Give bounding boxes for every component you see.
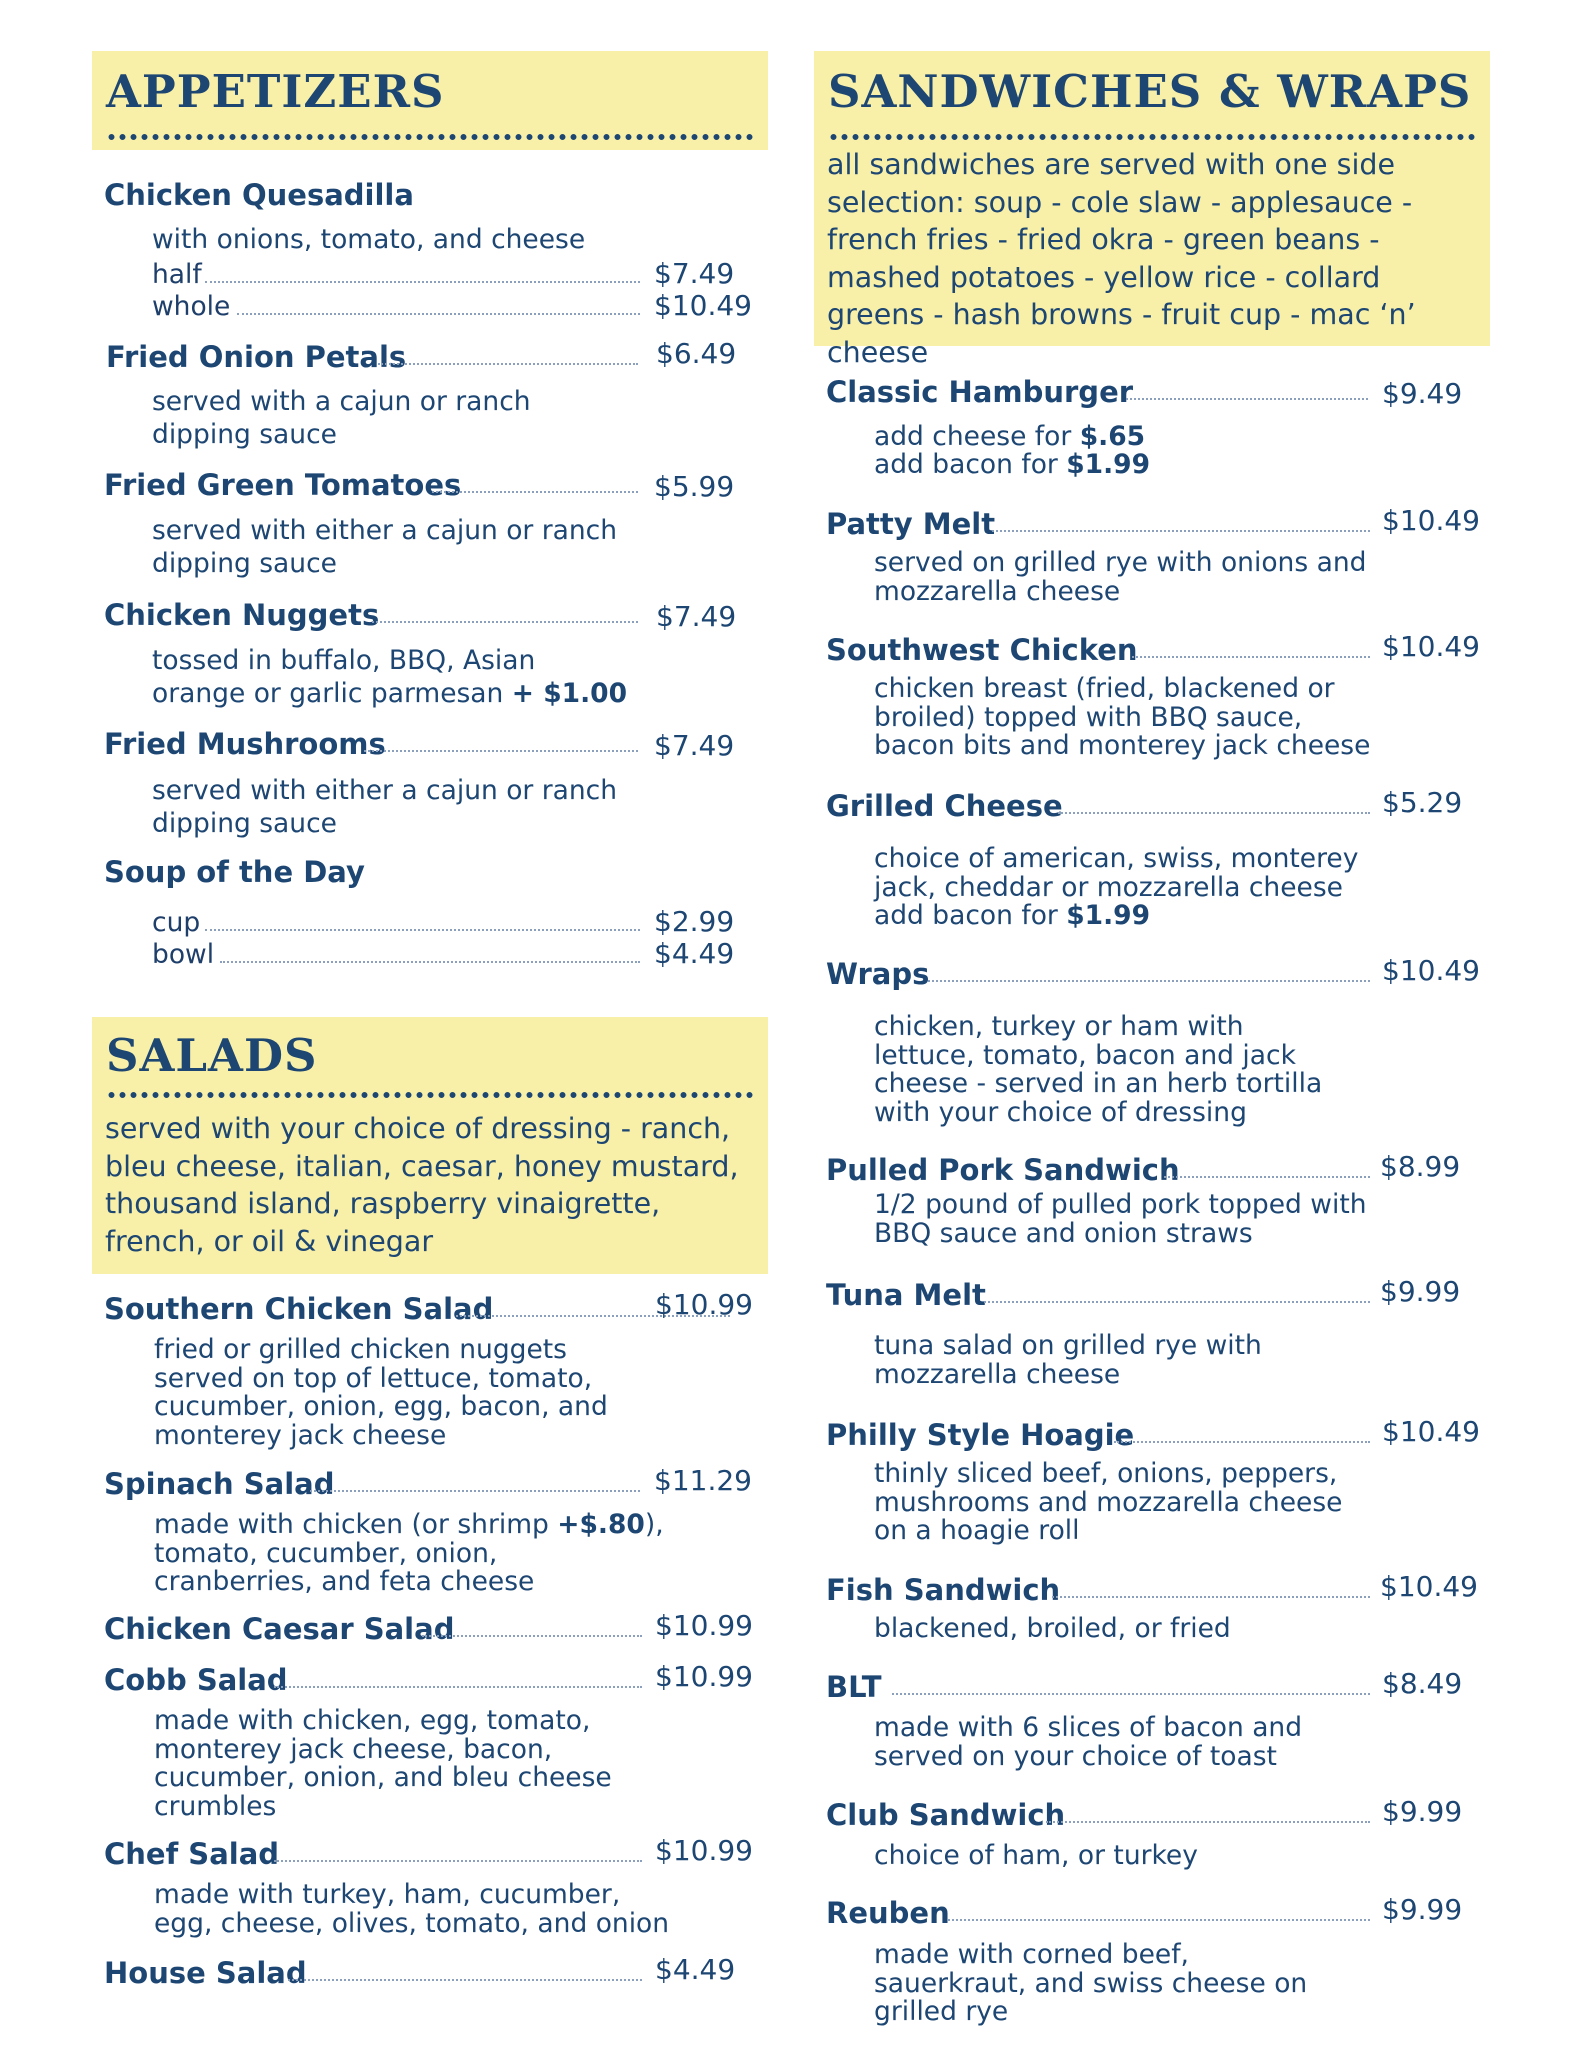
item-name: House Salad [104,1956,307,1990]
item-price: $10.99 [655,1609,753,1642]
item-description: thinly sliced beef, onions, peppers, mushrooms and mozzarella cheese on a hoagie roll [874,1458,1343,1546]
item-price: $10.49 [1382,504,1480,537]
item-name: Chicken Caesar Salad [104,1612,455,1646]
item-description: served with either a cajun or ranch dipping sauce [152,775,618,839]
size-label: cup [152,907,201,938]
addon-text: add bacon for [874,449,1067,480]
item-name: Chicken Nuggets [104,598,380,632]
item-price: $9.99 [1382,1893,1463,1926]
dotted-leader [984,1301,1370,1303]
item-price: $9.99 [1380,1275,1461,1308]
item-price: $10.49 [1382,954,1480,987]
dotted-leader [288,1979,642,1981]
item-price: $10.49 [1382,1415,1480,1448]
size-label: bowl [152,939,215,970]
item-name: Fried Mushrooms [104,727,386,761]
item-price: $7.49 [656,600,737,633]
item-description: made with corned beef, sauerkraut, and swiss cheese on grilled rye [874,1939,1308,2027]
dotted-leader [274,1686,642,1688]
description-text: tossed in buffalo, BBQ, Asian orange or garlic parmesan [152,645,536,709]
salads-title: SALADS [106,1029,318,1082]
item-price: $5.99 [654,470,735,503]
addon-line [874,423,1145,452]
salads-dressing-note: served with your choice of dressing - ranch, bleu cheese, italian, caesar, honey mustard, thousand island, raspberry vinaigrette, french, or oil & vinegar [105,1112,739,1258]
dotted-leader [1058,812,1370,814]
item-price: $4.49 [655,1953,736,1986]
item-price: $7.49 [654,257,735,290]
item-name: Fish Sandwich [826,1573,1061,1607]
sandwiches-side-note: all sandwiches are served with one side selection: soup - cole slaw - applesauce - french fries - fried okra - green beans - mashed potatoes - yellow rice - collard greens - hash browns - fruit cup - mac ‘n’ cheese [827,148,1416,369]
item-price: $10.49 [1382,630,1480,663]
item-price: $9.49 [1382,377,1463,410]
item-description: blackened, broiled, or fried [874,1613,1231,1644]
description-text: ), tomato, cucumber, onion, cranberries, and feta cheese [154,1509,664,1597]
addon-line [874,451,1150,480]
dotted-leader [1114,1441,1370,1443]
item-name: Philly Style Hoagie [826,1418,1135,1452]
dotted-leader [928,980,1370,982]
item-name: Tuna Melt [826,1278,986,1312]
item-price: $10.49 [654,289,752,322]
item-description: fried or grilled chicken nuggets served on top of lettuce, tomato, cucumber, onion, egg, bacon, and monterey jack cheese [154,1334,608,1451]
item-description: served with either a cajun or ranch dipping sauce [152,515,618,579]
dotted-leader [432,491,638,493]
dotted-leader [1046,1821,1370,1823]
item-name: Classic Hamburger [826,375,1134,409]
item-description: choice of ham, or turkey [874,1840,1198,1871]
item-price: $10.99 [655,1660,753,1693]
item-name: Southern Chicken Salad [104,1292,494,1326]
item-name: Pulled Pork Sandwich [826,1153,1180,1187]
item-price: $10.99 [655,1288,753,1321]
item-price: $9.99 [1382,1795,1463,1828]
sandwiches-title: SANDWICHES & WRAPS [828,65,1472,118]
addon-line [874,902,1150,931]
header-dotted-rule [106,1091,754,1099]
item-description: made with chicken, egg, tomato, monterey jack cheese, bacon, cucumber, onion, and bleu cheese crumbles [154,1705,612,1822]
item-price: $8.99 [1380,1150,1461,1183]
item-name: Fried Green Tomatoes [104,468,462,502]
addon-price: $1.99 [1066,449,1151,480]
item-price: $11.29 [654,1464,752,1497]
addon-price: $1.99 [1066,900,1151,931]
item-price: $2.99 [654,905,735,938]
dotted-leader [310,1490,640,1492]
description-text: made with chicken (or shrimp [154,1509,558,1540]
dotted-leader [372,621,638,623]
item-description: tuna salad on grilled rye with mozzarella cheese [874,1330,1262,1390]
dotted-leader [364,750,638,752]
dotted-leader [992,530,1370,532]
dotted-leader [1126,398,1368,400]
item-name: Chicken Quesadilla [104,178,414,212]
dotted-leader [948,1919,1370,1921]
item-name: Grilled Cheese [826,789,1063,823]
addon-text: add bacon for [874,900,1067,931]
item-price: $10.49 [1380,1570,1478,1603]
item-description: served on grilled rye with onions and mozzarella cheese [874,547,1367,607]
item-price: $6.49 [656,337,737,370]
dotted-leader [1132,656,1370,658]
size-label: whole [152,291,231,322]
salads-header [92,1017,768,1274]
item-price: $5.29 [1382,786,1463,819]
dotted-leader [892,1693,1370,1695]
dotted-leader [378,363,638,365]
dotted-leader [1052,1596,1370,1598]
dotted-leader [220,961,640,963]
appetizers-header [92,51,768,150]
item-description: made with turkey, ham, cucumber, egg, cheese, olives, tomato, and onion [154,1879,670,1939]
item-name: Reuben [826,1896,950,1930]
item-name: BLT [826,1670,882,1704]
item-name: Southwest Chicken [826,633,1138,667]
item-price: $4.49 [654,937,735,970]
size-label: half [152,259,202,290]
price-addon: +$.80 [557,1509,645,1540]
dotted-leader [237,313,640,315]
item-description: chicken, turkey or ham with lettuce, tomato, bacon and jack cheese - served in an herb tortilla with your choice of dressing [874,1011,1323,1128]
addon-text: add cheese for [874,421,1080,452]
item-description [154,1511,664,1597]
item-description: 1/2 pound of pulled pork topped with BBQ sauce and onion straws [874,1189,1367,1249]
dotted-leader [205,929,640,931]
item-name: Fried Onion Petals [106,340,407,374]
item-description: choice of american, swiss, monterey jack, cheddar or mozzarella cheese [874,843,1359,903]
dotted-leader [205,281,640,283]
item-description: made with 6 slices of bacon and served on your choice of toast [874,1712,1303,1772]
item-name: Cobb Salad [104,1663,288,1697]
sandwiches-header [814,51,1490,369]
dotted-leader [1164,1176,1370,1178]
item-price: $8.49 [1382,1667,1463,1700]
item-description: with onions, tomato, and cheese [152,224,586,255]
header-dotted-rule [106,133,754,141]
dotted-leader [422,1635,642,1637]
item-name: Wraps [826,957,930,991]
item-price: $10.99 [655,1834,753,1867]
appetizers-title: APPETIZERS [106,65,445,118]
dotted-leader [274,1860,642,1862]
price-addon: + $1.00 [511,678,628,709]
item-name: Spinach Salad [104,1467,335,1501]
item-price: $7.49 [654,729,735,762]
item-description: served with a cajun or ranch dipping sauce [152,386,531,450]
item-name: Patty Melt [826,507,996,541]
item-description [152,644,632,710]
item-name: Club Sandwich [826,1798,1066,1832]
addon-price: $.65 [1079,421,1146,452]
item-name: Soup of the Day [104,855,365,889]
item-description: chicken breast (fried, blackened or broiled) topped with BBQ sauce, bacon bits and monterey jack cheese [874,673,1371,761]
header-dotted-rule [828,133,1476,141]
item-name: Chef Salad [104,1837,280,1871]
